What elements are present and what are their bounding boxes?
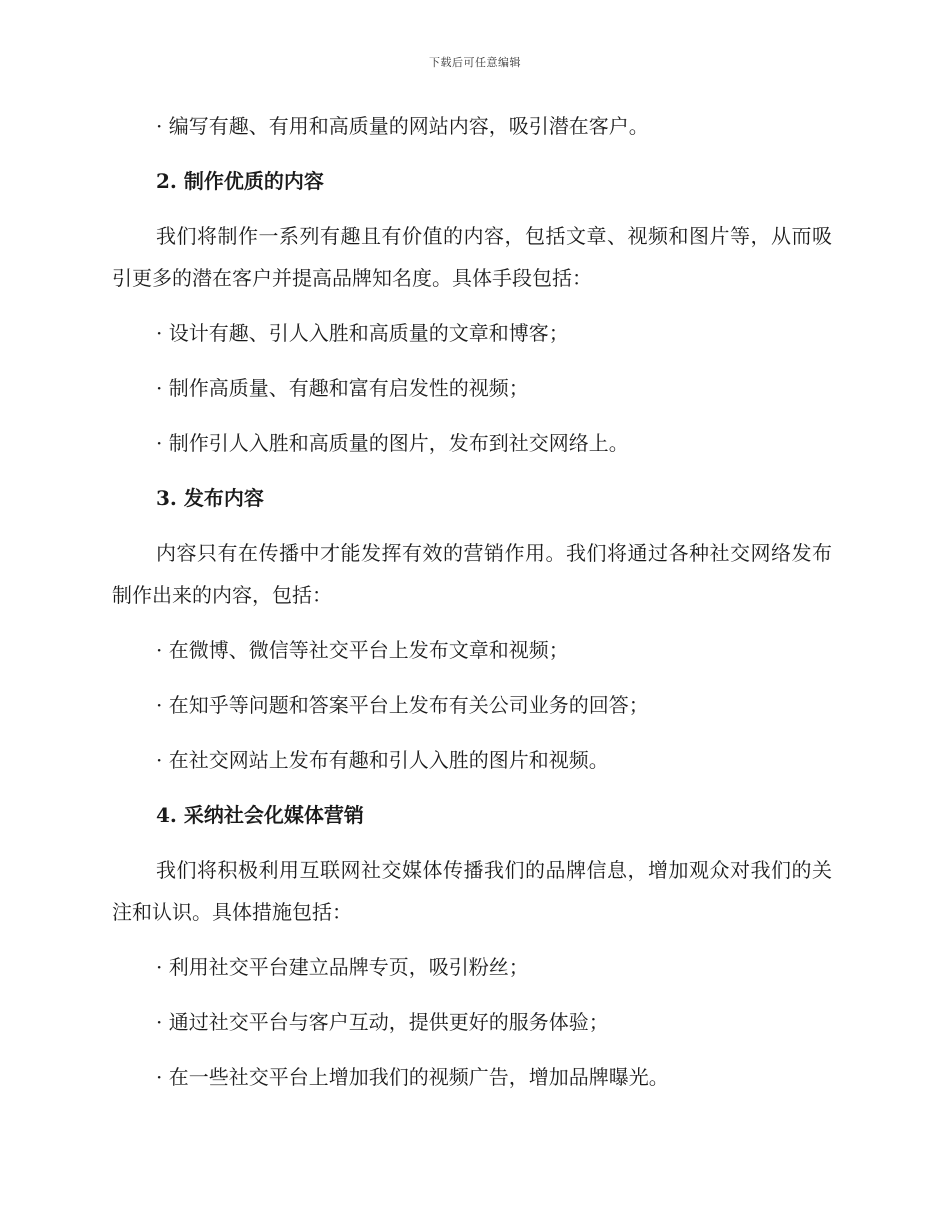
bullet-item: · 制作引人入胜和高质量的图片，发布到社交网络上。 [156, 431, 629, 455]
body-paragraph: 我们将制作一系列有趣且有价值的内容，包括文章、视频和图片等，从而吸引更多的潜在客户并提高品牌知名度。具体手段包括： [112, 224, 832, 290]
bullet-item: · 在微博、微信等社交平台上发布文章和视频； [156, 638, 569, 662]
page-header: 下载后可任意编辑 [429, 56, 521, 69]
document-body [112, 110, 832, 1116]
body-paragraph: 内容只有在传播中才能发挥有效的营销作用。我们将通过各种社交网络发布制作出来的内容，包括： [112, 541, 832, 607]
bullet-item: · 设计有趣、引人入胜和高质量的文章和博客； [156, 321, 569, 345]
bullet-item: · 利用社交平台建立品牌专页，吸引粉丝； [156, 955, 529, 979]
section-heading: 4. 采纳社会化媒体营销 [156, 803, 364, 827]
section-heading: 2. 制作优质的内容 [156, 169, 324, 193]
bullet-item: · 在一些社交平台上增加我们的视频广告，增加品牌曝光。 [156, 1065, 669, 1089]
section-heading: 3. 发布内容 [156, 486, 264, 510]
bullet-item: · 编写有趣、有用和高质量的网站内容，吸引潜在客户。 [156, 114, 649, 138]
bullet-item: · 制作高质量、有趣和富有启发性的视频； [156, 376, 529, 400]
bullet-item: · 在知乎等问题和答案平台上发布有关公司业务的回答； [156, 693, 649, 717]
bullet-item: · 通过社交平台与客户互动，提供更好的服务体验； [156, 1010, 609, 1034]
bullet-item: · 在社交网站上发布有趣和引人入胜的图片和视频。 [156, 748, 609, 772]
body-paragraph: 我们将积极利用互联网社交媒体传播我们的品牌信息，增加观众对我们的关注和认识。具体措施包括： [112, 858, 832, 924]
